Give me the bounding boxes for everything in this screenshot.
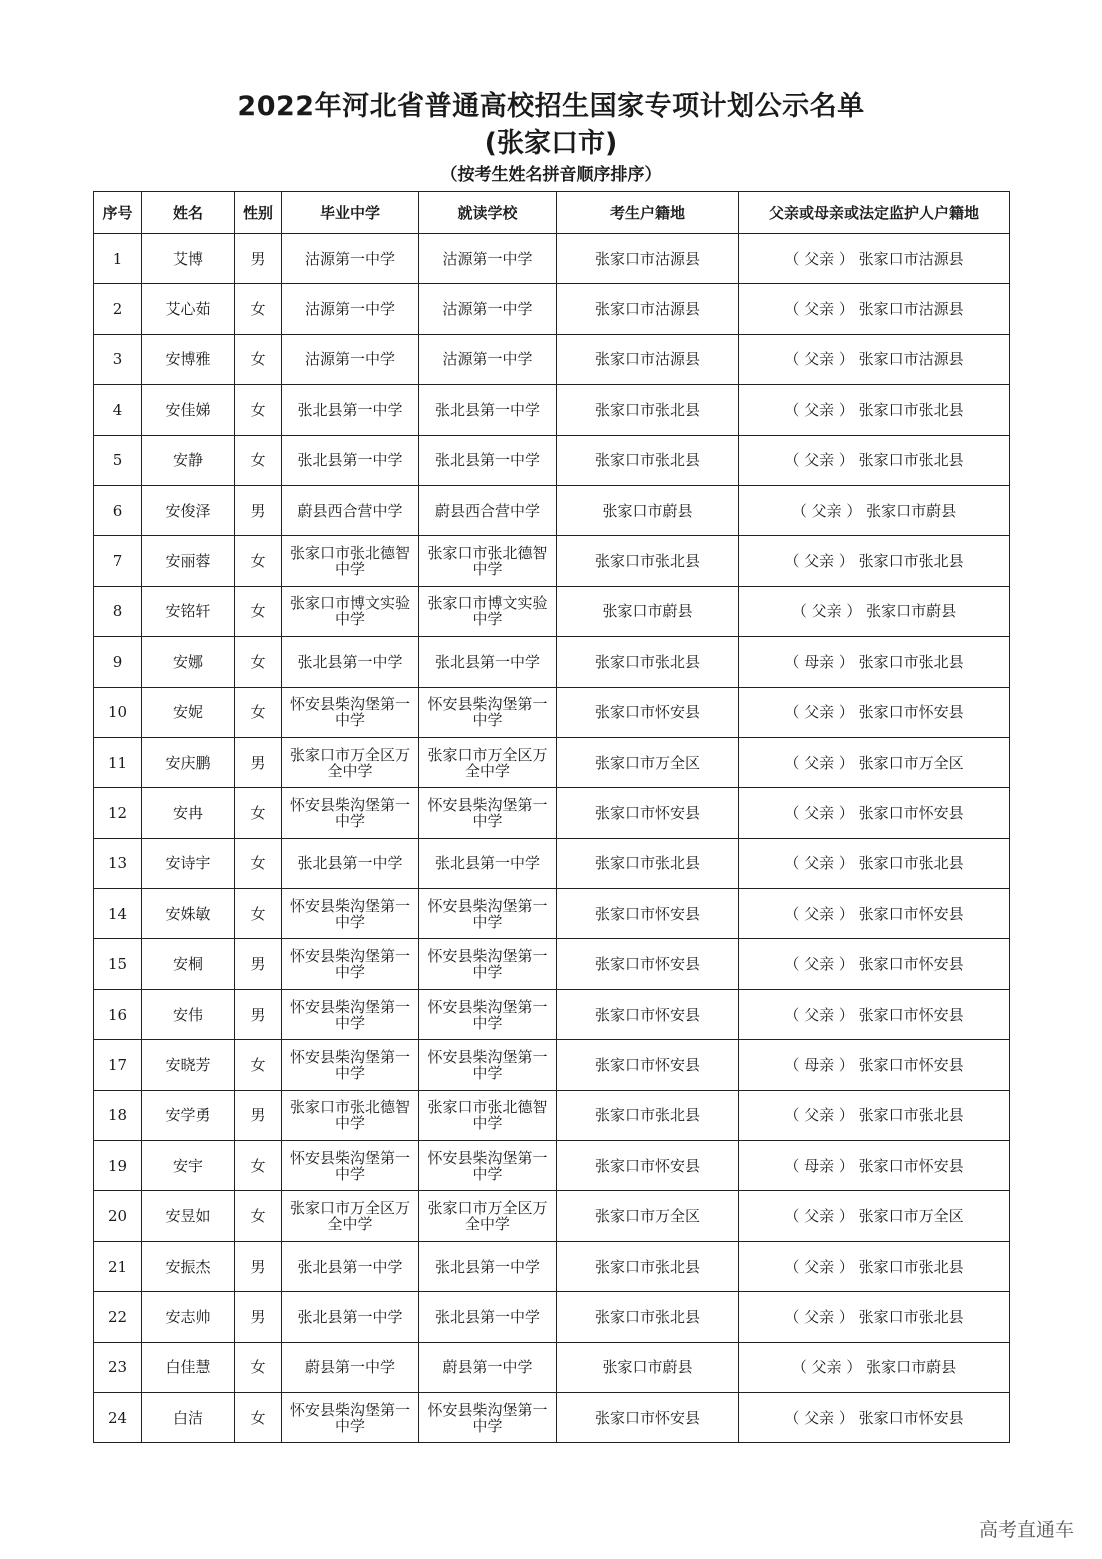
current-school: 张北县第一中学 xyxy=(419,1241,557,1291)
student-gender: 女 xyxy=(235,889,282,939)
household-registration: 张家口市沽源县 xyxy=(557,334,739,384)
table-row xyxy=(94,435,1010,485)
row-index: 23 xyxy=(94,1342,142,1392)
table-row xyxy=(94,234,1010,284)
student-name: 安晓芳 xyxy=(142,1040,235,1090)
current-school: 怀安县柴沟堡第一中学 xyxy=(419,989,557,1039)
table-row xyxy=(94,385,1010,435)
table-row xyxy=(94,838,1010,888)
roster-table xyxy=(93,191,1010,1443)
graduated-school: 沽源第一中学 xyxy=(282,234,419,284)
household-registration: 张家口市张北县 xyxy=(557,838,739,888)
current-school: 怀安县柴沟堡第一中学 xyxy=(419,687,557,737)
current-school: 张北县第一中学 xyxy=(419,435,557,485)
row-index: 24 xyxy=(94,1392,142,1442)
household-registration: 张家口市蔚县 xyxy=(557,1342,739,1392)
table-row xyxy=(94,637,1010,687)
student-name: 安娜 xyxy=(142,637,235,687)
student-gender: 女 xyxy=(235,385,282,435)
student-gender: 男 xyxy=(235,989,282,1039)
guardian-household-registration: （ 父亲 ） 张家口市怀安县 xyxy=(739,687,1010,737)
student-gender: 女 xyxy=(235,838,282,888)
current-school: 怀安县柴沟堡第一中学 xyxy=(419,1141,557,1191)
row-index: 3 xyxy=(94,334,142,384)
table-row xyxy=(94,788,1010,838)
student-name: 安庆鹏 xyxy=(142,737,235,787)
graduated-school: 张家口市万全区万全中学 xyxy=(282,737,419,787)
guardian-household-registration: （ 母亲 ） 张家口市怀安县 xyxy=(739,1040,1010,1090)
guardian-household-registration: （ 父亲 ） 张家口市怀安县 xyxy=(739,788,1010,838)
table-row xyxy=(94,536,1010,586)
document-subtitle: (张家口市) xyxy=(484,128,618,159)
table-row xyxy=(94,1141,1010,1191)
student-name: 艾博 xyxy=(142,234,235,284)
current-school: 张北县第一中学 xyxy=(419,637,557,687)
household-registration: 张家口市张北县 xyxy=(557,1292,739,1342)
current-school: 张家口市万全区万全中学 xyxy=(419,1191,557,1241)
graduated-school: 沽源第一中学 xyxy=(282,284,419,334)
graduated-school: 怀安县柴沟堡第一中学 xyxy=(282,1141,419,1191)
guardian-household-registration: （ 父亲 ） 张家口市张北县 xyxy=(739,435,1010,485)
household-registration: 张家口市沽源县 xyxy=(557,234,739,284)
household-registration: 张家口市张北县 xyxy=(557,536,739,586)
household-registration: 张家口市张北县 xyxy=(557,1090,739,1140)
graduated-school: 怀安县柴沟堡第一中学 xyxy=(282,1392,419,1442)
student-gender: 男 xyxy=(235,1241,282,1291)
student-name: 安静 xyxy=(142,435,235,485)
graduated-school: 张家口市张北德智中学 xyxy=(282,536,419,586)
graduated-school: 蔚县第一中学 xyxy=(282,1342,419,1392)
student-gender: 女 xyxy=(235,536,282,586)
table-row xyxy=(94,1392,1010,1442)
student-name: 安妮 xyxy=(142,687,235,737)
row-index: 7 xyxy=(94,536,142,586)
household-registration: 张家口市怀安县 xyxy=(557,1040,739,1090)
roster-body xyxy=(94,234,1010,1443)
household-registration: 张家口市万全区 xyxy=(557,1191,739,1241)
graduated-school: 张北县第一中学 xyxy=(282,385,419,435)
household-registration: 张家口市沽源县 xyxy=(557,284,739,334)
row-index: 16 xyxy=(94,989,142,1039)
student-gender: 男 xyxy=(235,485,282,535)
current-school: 蔚县西合营中学 xyxy=(419,485,557,535)
column-header-name: 姓名 xyxy=(142,192,235,234)
row-index: 21 xyxy=(94,1241,142,1291)
student-name: 安铭轩 xyxy=(142,586,235,636)
row-index: 14 xyxy=(94,889,142,939)
table-row xyxy=(94,889,1010,939)
student-name: 安冉 xyxy=(142,788,235,838)
student-name: 艾心茹 xyxy=(142,284,235,334)
student-gender: 女 xyxy=(235,637,282,687)
graduated-school: 张家口市张北德智中学 xyxy=(282,1090,419,1140)
graduated-school: 蔚县西合营中学 xyxy=(282,485,419,535)
student-name: 安姝敏 xyxy=(142,889,235,939)
student-name: 安俊泽 xyxy=(142,485,235,535)
guardian-household-registration: （ 母亲 ） 张家口市怀安县 xyxy=(739,1141,1010,1191)
guardian-household-registration: （ 父亲 ） 张家口市张北县 xyxy=(739,1292,1010,1342)
student-name: 安桐 xyxy=(142,939,235,989)
row-index: 9 xyxy=(94,637,142,687)
student-gender: 女 xyxy=(235,1342,282,1392)
graduated-school: 怀安县柴沟堡第一中学 xyxy=(282,788,419,838)
household-registration: 张家口市怀安县 xyxy=(557,889,739,939)
household-registration: 张家口市蔚县 xyxy=(557,586,739,636)
table-row xyxy=(94,939,1010,989)
table-row xyxy=(94,1040,1010,1090)
table-row xyxy=(94,687,1010,737)
current-school: 张家口市万全区万全中学 xyxy=(419,737,557,787)
student-gender: 女 xyxy=(235,687,282,737)
current-school: 怀安县柴沟堡第一中学 xyxy=(419,1392,557,1442)
row-index: 1 xyxy=(94,234,142,284)
table-row xyxy=(94,485,1010,535)
guardian-household-registration: （ 父亲 ） 张家口市怀安县 xyxy=(739,989,1010,1039)
column-header-household: 考生户籍地 xyxy=(557,192,739,234)
table-row xyxy=(94,586,1010,636)
current-school: 蔚县第一中学 xyxy=(419,1342,557,1392)
row-index: 5 xyxy=(94,435,142,485)
student-name: 安志帅 xyxy=(142,1292,235,1342)
table-row xyxy=(94,737,1010,787)
student-name: 安丽蓉 xyxy=(142,536,235,586)
table-row xyxy=(94,1191,1010,1241)
student-gender: 女 xyxy=(235,1141,282,1191)
student-name: 安宇 xyxy=(142,1141,235,1191)
graduated-school: 张北县第一中学 xyxy=(282,1292,419,1342)
column-header-graduated-school: 毕业中学 xyxy=(282,192,419,234)
guardian-household-registration: （ 父亲 ） 张家口市万全区 xyxy=(739,737,1010,787)
sort-note: （按考生姓名拼音顺序排序） xyxy=(440,165,662,185)
column-header-index: 序号 xyxy=(94,192,142,234)
household-registration: 张家口市怀安县 xyxy=(557,1392,739,1442)
row-index: 13 xyxy=(94,838,142,888)
current-school: 怀安县柴沟堡第一中学 xyxy=(419,939,557,989)
table-row xyxy=(94,1292,1010,1342)
household-registration: 张家口市张北县 xyxy=(557,637,739,687)
student-gender: 男 xyxy=(235,1292,282,1342)
household-registration: 张家口市怀安县 xyxy=(557,939,739,989)
current-school: 怀安县柴沟堡第一中学 xyxy=(419,788,557,838)
student-gender: 男 xyxy=(235,234,282,284)
current-school: 张家口市张北德智中学 xyxy=(419,1090,557,1140)
row-index: 4 xyxy=(94,385,142,435)
guardian-household-registration: （ 父亲 ） 张家口市蔚县 xyxy=(739,1342,1010,1392)
student-gender: 男 xyxy=(235,1090,282,1140)
student-name: 安诗宇 xyxy=(142,838,235,888)
student-name: 安昱如 xyxy=(142,1191,235,1241)
column-header-current-school: 就读学校 xyxy=(419,192,557,234)
graduated-school: 怀安县柴沟堡第一中学 xyxy=(282,989,419,1039)
student-gender: 女 xyxy=(235,788,282,838)
graduated-school: 张北县第一中学 xyxy=(282,637,419,687)
current-school: 张家口市博文实验中学 xyxy=(419,586,557,636)
guardian-household-registration: （ 父亲 ） 张家口市蔚县 xyxy=(739,485,1010,535)
household-registration: 张家口市万全区 xyxy=(557,737,739,787)
student-name: 安学勇 xyxy=(142,1090,235,1140)
student-gender: 女 xyxy=(235,1040,282,1090)
guardian-household-registration: （ 父亲 ） 张家口市蔚县 xyxy=(739,586,1010,636)
row-index: 15 xyxy=(94,939,142,989)
row-index: 12 xyxy=(94,788,142,838)
student-gender: 女 xyxy=(235,435,282,485)
household-registration: 张家口市张北县 xyxy=(557,385,739,435)
row-index: 19 xyxy=(94,1141,142,1191)
current-school: 张北县第一中学 xyxy=(419,385,557,435)
household-registration: 张家口市张北县 xyxy=(557,435,739,485)
graduated-school: 张北县第一中学 xyxy=(282,838,419,888)
current-school: 沽源第一中学 xyxy=(419,234,557,284)
household-registration: 张家口市怀安县 xyxy=(557,687,739,737)
household-registration: 张家口市怀安县 xyxy=(557,788,739,838)
student-gender: 女 xyxy=(235,284,282,334)
guardian-household-registration: （ 父亲 ） 张家口市沽源县 xyxy=(739,234,1010,284)
guardian-household-registration: （ 父亲 ） 张家口市张北县 xyxy=(739,536,1010,586)
guardian-household-registration: （ 父亲 ） 张家口市万全区 xyxy=(739,1191,1010,1241)
student-name: 安佳娣 xyxy=(142,385,235,435)
student-name: 白洁 xyxy=(142,1392,235,1442)
document-title: 2022年河北省普通高校招生国家专项计划公示名单 xyxy=(237,91,865,122)
guardian-household-registration: （ 父亲 ） 张家口市张北县 xyxy=(739,1241,1010,1291)
table-row xyxy=(94,334,1010,384)
row-index: 11 xyxy=(94,737,142,787)
guardian-household-registration: （ 父亲 ） 张家口市沽源县 xyxy=(739,334,1010,384)
row-index: 20 xyxy=(94,1191,142,1241)
column-header-guardian-household: 父亲或母亲或法定监护人户籍地 xyxy=(739,192,1010,234)
guardian-household-registration: （ 父亲 ） 张家口市怀安县 xyxy=(739,889,1010,939)
row-index: 2 xyxy=(94,284,142,334)
guardian-household-registration: （ 母亲 ） 张家口市张北县 xyxy=(739,637,1010,687)
row-index: 8 xyxy=(94,586,142,636)
current-school: 怀安县柴沟堡第一中学 xyxy=(419,1040,557,1090)
household-registration: 张家口市蔚县 xyxy=(557,485,739,535)
column-header-gender: 性别 xyxy=(235,192,282,234)
row-index: 18 xyxy=(94,1090,142,1140)
table-row xyxy=(94,989,1010,1039)
row-index: 17 xyxy=(94,1040,142,1090)
student-gender: 男 xyxy=(235,939,282,989)
student-gender: 女 xyxy=(235,1191,282,1241)
row-index: 6 xyxy=(94,485,142,535)
graduated-school: 张家口市博文实验中学 xyxy=(282,586,419,636)
graduated-school: 怀安县柴沟堡第一中学 xyxy=(282,939,419,989)
watermark-text: 高考直通车 xyxy=(978,1519,1074,1541)
student-name: 白佳慧 xyxy=(142,1342,235,1392)
student-gender: 女 xyxy=(235,586,282,636)
household-registration: 张家口市张北县 xyxy=(557,1241,739,1291)
guardian-household-registration: （ 父亲 ） 张家口市张北县 xyxy=(739,838,1010,888)
student-name: 安伟 xyxy=(142,989,235,1039)
student-gender: 男 xyxy=(235,737,282,787)
student-name: 安振杰 xyxy=(142,1241,235,1291)
graduated-school: 怀安县柴沟堡第一中学 xyxy=(282,889,419,939)
guardian-household-registration: （ 父亲 ） 张家口市沽源县 xyxy=(739,284,1010,334)
table-header-row xyxy=(94,192,1010,234)
title-block xyxy=(0,88,1102,188)
guardian-household-registration: （ 父亲 ） 张家口市怀安县 xyxy=(739,939,1010,989)
graduated-school: 怀安县柴沟堡第一中学 xyxy=(282,1040,419,1090)
guardian-household-registration: （ 父亲 ） 张家口市张北县 xyxy=(739,1090,1010,1140)
graduated-school: 张北县第一中学 xyxy=(282,435,419,485)
row-index: 22 xyxy=(94,1292,142,1342)
table-row xyxy=(94,1241,1010,1291)
household-registration: 张家口市怀安县 xyxy=(557,989,739,1039)
current-school: 张北县第一中学 xyxy=(419,838,557,888)
household-registration: 张家口市怀安县 xyxy=(557,1141,739,1191)
student-name: 安博雅 xyxy=(142,334,235,384)
guardian-household-registration: （ 父亲 ） 张家口市怀安县 xyxy=(739,1392,1010,1442)
graduated-school: 张家口市万全区万全中学 xyxy=(282,1191,419,1241)
table-row xyxy=(94,1342,1010,1392)
graduated-school: 沽源第一中学 xyxy=(282,334,419,384)
row-index: 10 xyxy=(94,687,142,737)
student-gender: 女 xyxy=(235,1392,282,1442)
current-school: 沽源第一中学 xyxy=(419,284,557,334)
graduated-school: 张北县第一中学 xyxy=(282,1241,419,1291)
student-gender: 女 xyxy=(235,334,282,384)
current-school: 张北县第一中学 xyxy=(419,1292,557,1342)
current-school: 张家口市张北德智中学 xyxy=(419,536,557,586)
table-row xyxy=(94,1090,1010,1140)
guardian-household-registration: （ 父亲 ） 张家口市张北县 xyxy=(739,385,1010,435)
table-row xyxy=(94,284,1010,334)
graduated-school: 怀安县柴沟堡第一中学 xyxy=(282,687,419,737)
current-school: 怀安县柴沟堡第一中学 xyxy=(419,889,557,939)
current-school: 沽源第一中学 xyxy=(419,334,557,384)
